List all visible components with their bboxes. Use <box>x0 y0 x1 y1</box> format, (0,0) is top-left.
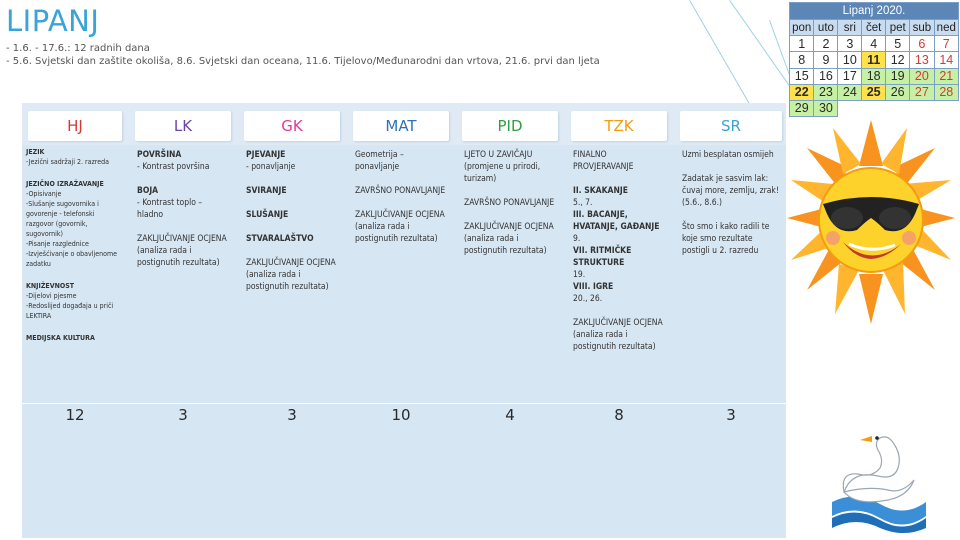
calendar-day-header: ned <box>934 20 958 36</box>
header-label: TZK <box>604 117 634 135</box>
gk-sviranje-heading: SVIRANJE <box>246 186 287 196</box>
calendar-day: 12 <box>886 52 910 68</box>
calendar-day: 14 <box>934 52 958 68</box>
tzk-bacanje-dates: 9. <box>573 234 581 244</box>
calendar-day: 1 <box>790 36 814 52</box>
calendar-day: 5 <box>886 36 910 52</box>
calendar-day: 13 <box>910 52 934 68</box>
tzk-finalno: FINALNO PROVJERAVANJE <box>573 150 634 172</box>
hj-knjizevnost-item: LEKTIRA <box>26 312 52 320</box>
calendar-day-header: sri <box>838 20 862 36</box>
calendar-day-holiday: 22 <box>790 84 814 100</box>
calendar-title: Lipanj 2020. <box>790 3 959 20</box>
tzk-skakanje-dates: 5., 7. <box>573 198 593 208</box>
calendar-day-vacation: 21 <box>934 68 958 84</box>
header-label: MAT <box>385 117 417 135</box>
calendar-day-vacation: 24 <box>838 84 862 100</box>
pid-zakljucivanje: ZAKLJUČIVANJE OCJENA (analiza rada i postignutih rezultata) <box>464 222 554 256</box>
header-lk <box>135 111 231 141</box>
tzk-zakljucivanje: ZAKLJUČIVANJE OCJENA (analiza rada i postignutih rezultata) <box>573 318 663 352</box>
tzk-skakanje: II. SKAKANJE <box>573 186 628 196</box>
calendar-day-vacation: 19 <box>886 68 910 84</box>
header-label: LK <box>173 117 193 135</box>
sr-osmijeh: Uzmi besplatan osmijeh <box>682 150 774 160</box>
calendar-day-vacation: 28 <box>934 84 958 100</box>
header-gk <box>244 111 340 141</box>
gk-slusanje-heading: SLUŠANJE <box>246 210 289 220</box>
calendar-day: 2 <box>814 36 838 52</box>
calendar-day-header: pet <box>886 20 910 36</box>
count-sr: 3 <box>726 406 736 424</box>
calendar-empty <box>838 100 862 116</box>
hj-jezicno-item: -Slušanje sugovornika i govorenje - telefonski razgovor (govornik, sugovornik) <box>26 200 99 238</box>
tzk-ritmicke: VII. RITMIČKE STRUKTURE <box>573 246 632 268</box>
calendar-day-holiday: 11 <box>862 52 886 68</box>
calendar-day: 7 <box>934 36 958 52</box>
calendar-day-vacation: 26 <box>886 84 910 100</box>
calendar-day-header: čet <box>862 20 886 36</box>
count-mat: 10 <box>391 406 411 424</box>
calendar-empty <box>862 100 886 116</box>
header-label: SR <box>721 117 741 135</box>
header-hj <box>28 111 122 141</box>
calendar-day-header: sub <box>910 20 934 36</box>
calendar-empty <box>934 100 958 116</box>
calendar-day: 15 <box>790 68 814 84</box>
count-pid: 4 <box>505 406 515 424</box>
tzk-bacanje: III. BACANJE, HVATANJE, GAĐANJE <box>573 210 660 232</box>
count-lk: 3 <box>178 406 188 424</box>
calendar-day: 3 <box>838 36 862 52</box>
hj-jezicno-item: -Izvješćivanje o obavljenome zadatku <box>26 250 117 268</box>
mat-zavrsno: ZAVRŠNO PONAVLJANJE <box>355 186 446 196</box>
calendar-empty <box>910 100 934 116</box>
sr-rezultati: Što smo i kako radili te koje smo rezultate postigli u 2. razredu <box>682 222 770 256</box>
hj-knjizevnost-item: -Dijelovi pjesme <box>26 292 77 300</box>
calendar-day: 10 <box>838 52 862 68</box>
column-lk-content <box>137 149 229 404</box>
header-label: GK <box>281 117 303 135</box>
header-pid <box>462 111 558 141</box>
calendar-june-2020 <box>789 2 959 117</box>
column-sr-content <box>682 149 782 404</box>
sun-sunglasses-icon <box>785 118 957 328</box>
hj-jezik-item: -Jezični sadržaji 2. razreda <box>26 158 109 166</box>
column-tzk-content <box>573 149 665 429</box>
header-label: PID <box>497 117 523 135</box>
calendar-day: 17 <box>838 68 862 84</box>
calendar-day: 16 <box>814 68 838 84</box>
lk-povrsina-heading: POVRŠINA <box>137 150 182 160</box>
calendar-day-vacation: 29 <box>790 100 814 116</box>
calendar-day-holiday: 25 <box>862 84 886 100</box>
sr-zadatak: Zadatak je sasvim lak: čuvaj more, zemlju, zrak! (5.6., 8.6.) <box>682 174 779 208</box>
pid-ljeto: LJETO U ZAVIČAJU (promjene u prirodi, turizam) <box>464 150 541 184</box>
calendar-day-vacation: 30 <box>814 100 838 116</box>
calendar-day: 9 <box>814 52 838 68</box>
swan-icon <box>828 420 928 538</box>
page-title: LIPANJ <box>6 4 100 38</box>
calendar-day-vacation: 20 <box>910 68 934 84</box>
hj-jezicno-item: -Opisivanje <box>26 190 62 198</box>
lk-zakljucivanje: ZAKLJUČIVANJE OCJENA (analiza rada i postignutih rezultata) <box>137 234 227 268</box>
calendar-day-vacation: 27 <box>910 84 934 100</box>
calendar-day-vacation: 18 <box>862 68 886 84</box>
column-pid-content <box>464 149 556 404</box>
mat-zakljucivanje: ZAKLJUČIVANJE OCJENA (analiza rada i postignutih rezultata) <box>355 210 445 244</box>
tzk-ritmicke-dates: 19. <box>573 270 586 280</box>
column-hj-content <box>26 147 124 402</box>
calendar-day-vacation: 23 <box>814 84 838 100</box>
mat-geometrija: Geometrija – ponavljanje <box>355 150 404 172</box>
lk-boja-heading: BOJA <box>137 186 159 196</box>
lk-boja-item: - Kontrast toplo – hladno <box>137 198 203 220</box>
count-gk: 3 <box>287 406 297 424</box>
header-mat <box>353 111 449 141</box>
hj-jezik-heading: JEZIK <box>26 148 45 156</box>
hj-jezicno-heading: JEZIČNO IZRAŽAVANJE <box>26 180 104 188</box>
column-gk-content <box>246 149 338 404</box>
header-label: HJ <box>67 117 83 135</box>
header-tzk <box>571 111 667 141</box>
calendar-day: 6 <box>910 36 934 52</box>
calendar-day: 8 <box>790 52 814 68</box>
gk-pjevanje-item: - ponavljanje <box>246 162 296 172</box>
header-sr <box>680 111 782 141</box>
subject-schedule <box>22 103 786 538</box>
special-days-line: - 5.6. Svjetski dan zaštite okoliša, 8.6. Svjetski dan oceana, 11.6. Tijelovo/Međunarodni dan vrtova, 21.6. prvi dan ljeta <box>6 56 600 67</box>
calendar-empty <box>886 100 910 116</box>
tzk-igre: VIII. IGRE <box>573 282 614 292</box>
column-mat-content <box>355 149 447 404</box>
tzk-igre-dates: 20., 26. <box>573 294 603 304</box>
gk-stvaralastvo-heading: STVARALAŠTVO <box>246 234 314 244</box>
hj-knjizevnost-heading: KNJIŽEVNOST <box>26 282 75 290</box>
working-days-line: - 1.6. - 17.6.: 12 radnih dana <box>6 43 150 54</box>
hj-jezicno-item: -Pisanje razglednice <box>26 240 89 248</box>
count-tzk: 8 <box>614 406 624 424</box>
calendar-day: 4 <box>862 36 886 52</box>
hj-medijska-heading: MEDIJSKA KULTURA <box>26 334 95 342</box>
count-hj: 12 <box>65 406 85 424</box>
hj-knjizevnost-item: -Redoslijed događaja u priči <box>26 302 114 310</box>
gk-zakljucivanje: ZAKLJUČIVANJE OCJENA (analiza rada i postignutih rezultata) <box>246 258 336 292</box>
lk-povrsina-item: - Kontrast površina <box>137 162 210 172</box>
calendar-day-header: pon <box>790 20 814 36</box>
pid-zavrsno: ZAVRŠNO PONAVLJANJE <box>464 198 555 208</box>
calendar-day-header: uto <box>814 20 838 36</box>
gk-pjevanje-heading: PJEVANJE <box>246 150 286 160</box>
